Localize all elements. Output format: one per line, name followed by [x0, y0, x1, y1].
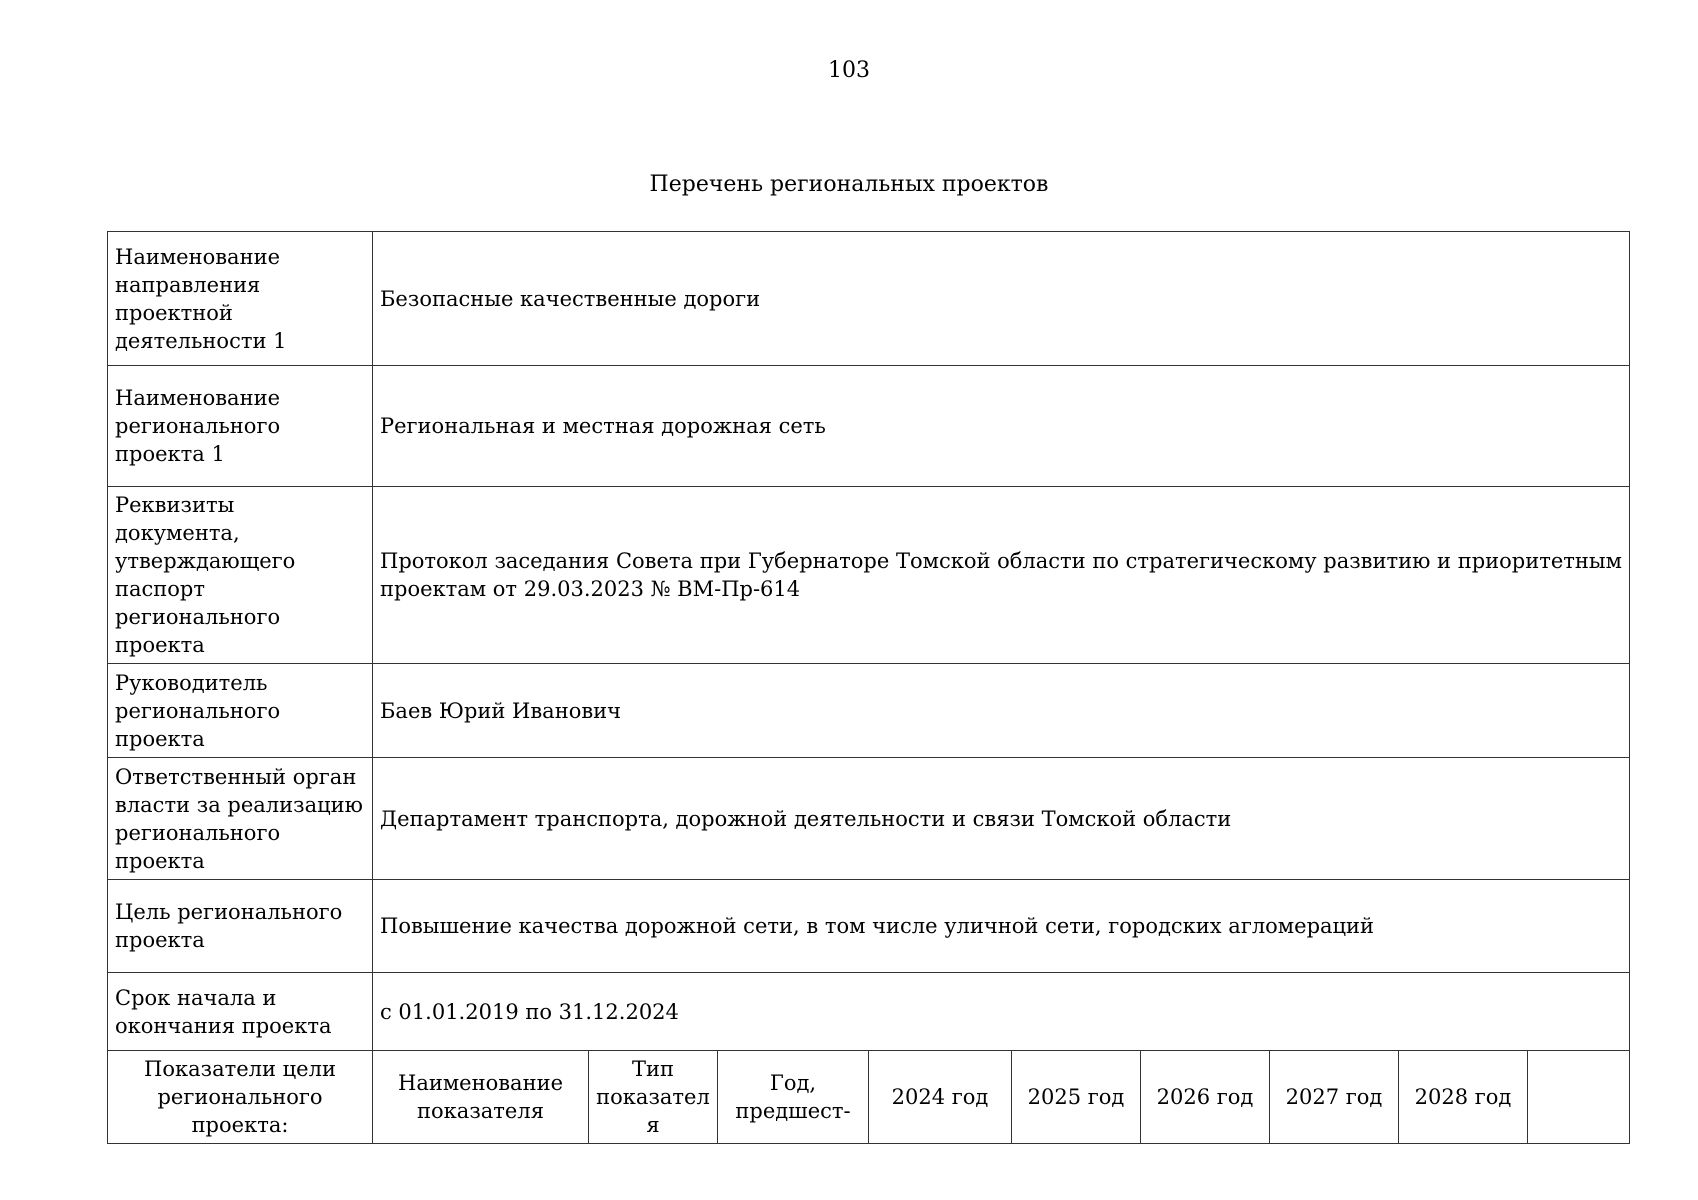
column-header: 2026 год: [1141, 1051, 1270, 1144]
table-row: [108, 487, 1630, 664]
column-header: [1528, 1051, 1630, 1144]
table-row: [108, 232, 1630, 366]
column-header: 2028 год: [1399, 1051, 1528, 1144]
row-label: Ответственный орган власти за реализацию регионального проекта: [108, 758, 373, 880]
row-value: Департамент транспорта, дорожной деятельности и связи Томской области: [373, 758, 1630, 880]
document-title: Перечень региональных проектов: [649, 172, 1049, 197]
regional-projects-table: [107, 231, 1630, 1144]
row-label: Цель регионального проекта: [108, 880, 373, 973]
row-value: Баев Юрий Иванович: [373, 664, 1630, 758]
row-value: с 01.01.2019 по 31.12.2024: [373, 973, 1630, 1051]
row-label: Реквизиты документа, утверждающего паспорт регионального проекта: [108, 487, 373, 664]
column-header: Тип показателя: [589, 1051, 718, 1144]
table-row: [108, 880, 1630, 973]
table-row: [108, 366, 1630, 487]
row-value: Безопасные качественные дороги: [373, 232, 1630, 366]
table-row: [108, 973, 1630, 1051]
row-value: Протокол заседания Совета при Губернаторе Томской области по стратегическому развитию и приоритетным проектам от 29.03.2023 № ВМ-Пр-614: [373, 487, 1630, 664]
indicators-label: Показатели цели регионального проекта:: [108, 1051, 373, 1144]
row-label: Руководитель регионального проекта: [108, 664, 373, 758]
column-header: 2025 год: [1012, 1051, 1141, 1144]
row-label: Срок начала и окончания проекта: [108, 973, 373, 1051]
column-header: 2024 год: [869, 1051, 1012, 1144]
row-label: Наименование регионального проекта 1: [108, 366, 373, 487]
column-header: 2027 год: [1270, 1051, 1399, 1144]
row-value: Повышение качества дорожной сети, в том числе уличной сети, городских агломераций: [373, 880, 1630, 973]
column-header: Год, предшест-: [718, 1051, 869, 1144]
column-header: Наименование показателя: [373, 1051, 589, 1144]
row-value: Региональная и местная дорожная сеть: [373, 366, 1630, 487]
table-row: [108, 664, 1630, 758]
row-label: Наименование направления проектной деятельности 1: [108, 232, 373, 366]
page-number: 103: [828, 58, 870, 83]
table-row: [108, 758, 1630, 880]
indicators-header-row: [108, 1051, 1630, 1144]
